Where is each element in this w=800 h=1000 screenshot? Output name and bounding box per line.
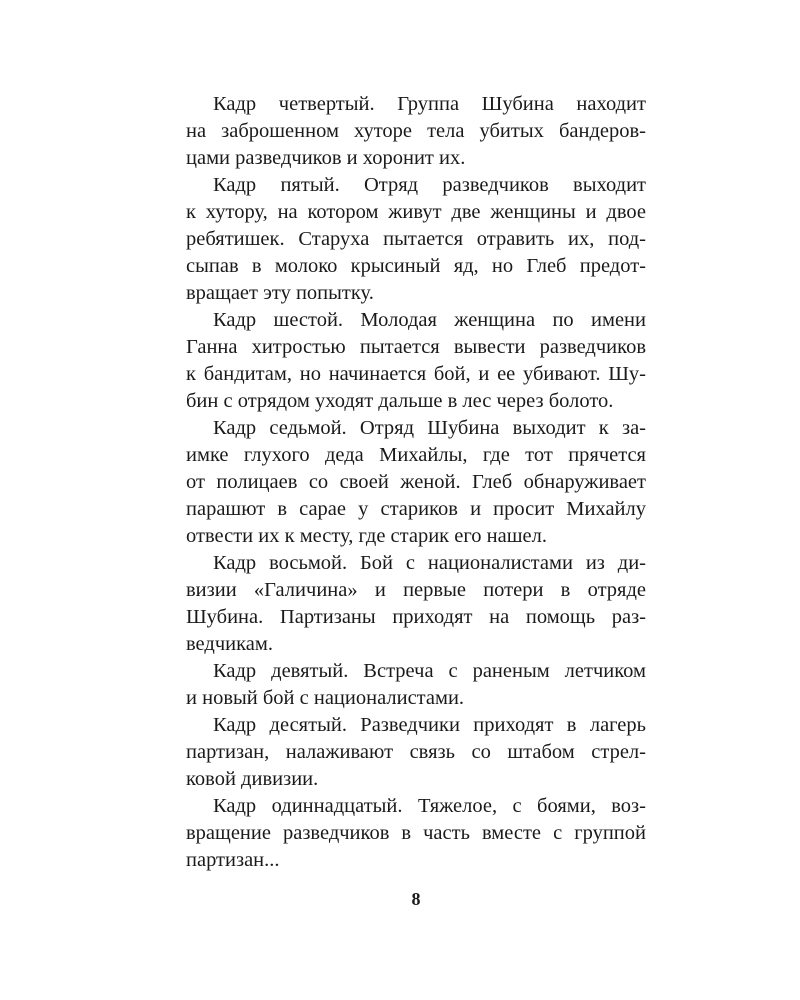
text-line: Ганна хитростью пытается вывести разведчиков [186, 336, 646, 358]
paragraph [186, 793, 646, 874]
text-line: партизан... [186, 849, 280, 871]
text-line: ведчикам. [186, 633, 273, 655]
text-line: Шубина. Партизаны приходят на помощь раз- [186, 606, 646, 628]
paragraph [186, 712, 646, 793]
text-line: Кадр одиннадцатый. Тяжелое, с боями, воз- [213, 795, 646, 817]
paragraph [186, 172, 646, 307]
text-line: имке глухого деда Михайлы, где тот прячется [186, 444, 646, 466]
paragraph [186, 658, 646, 712]
text-line: парашют в сарае у стариков и просит Михайлу [186, 498, 646, 520]
text-line: ребятишек. Старуха пытается отравить их, под- [186, 228, 646, 250]
text-line: Кадр шестой. Молодая женщина по имени [213, 309, 646, 331]
paragraph [186, 415, 646, 550]
text-line: к бандитам, но начинается бой, и ее убивают. Шу- [186, 363, 646, 385]
text-line: бин с отрядом уходят дальше в лес через болото. [186, 390, 614, 412]
paragraph [186, 91, 646, 172]
text-line: Кадр восьмой. Бой с националистами из ди- [213, 552, 646, 574]
text-line: вращает эту попытку. [186, 282, 374, 304]
page-body [186, 91, 646, 874]
text-line: Кадр седьмой. Отряд Шубина выходит к за- [213, 417, 646, 439]
text-line: к хутору, на котором живут две женщины и двое [186, 201, 646, 223]
text-line: визии «Галичина» и первые потери в отряде [186, 579, 646, 601]
text-line: Кадр пятый. Отряд разведчиков выходит [213, 174, 646, 196]
page-number: 8 [411, 889, 421, 909]
text-line: от полицаев со своей женой. Глеб обнаруживает [186, 471, 646, 493]
paragraph [186, 307, 646, 415]
text-line: ковой дивизии. [186, 768, 319, 790]
text-line: сыпав в молоко крысиный яд, но Глеб предот- [186, 255, 646, 277]
text-line: и новый бой с националистами. [186, 687, 465, 709]
text-line: на заброшенном хуторе тела убитых бандеров- [186, 120, 646, 142]
paragraph [186, 550, 646, 658]
text-line: цами разведчиков и хоронит их. [186, 147, 466, 169]
text-line: партизан, налаживают связь со штабом стрел- [186, 741, 646, 763]
text-line: отвести их к месту, где старик его нашел. [186, 525, 547, 547]
text-line: Кадр десятый. Разведчики приходят в лагерь [213, 714, 646, 736]
text-line: вращение разведчиков в часть вместе с группой [186, 822, 646, 844]
text-line: Кадр девятый. Встреча с раненым летчиком [213, 660, 646, 682]
text-line: Кадр четвертый. Группа Шубина находит [213, 93, 646, 115]
